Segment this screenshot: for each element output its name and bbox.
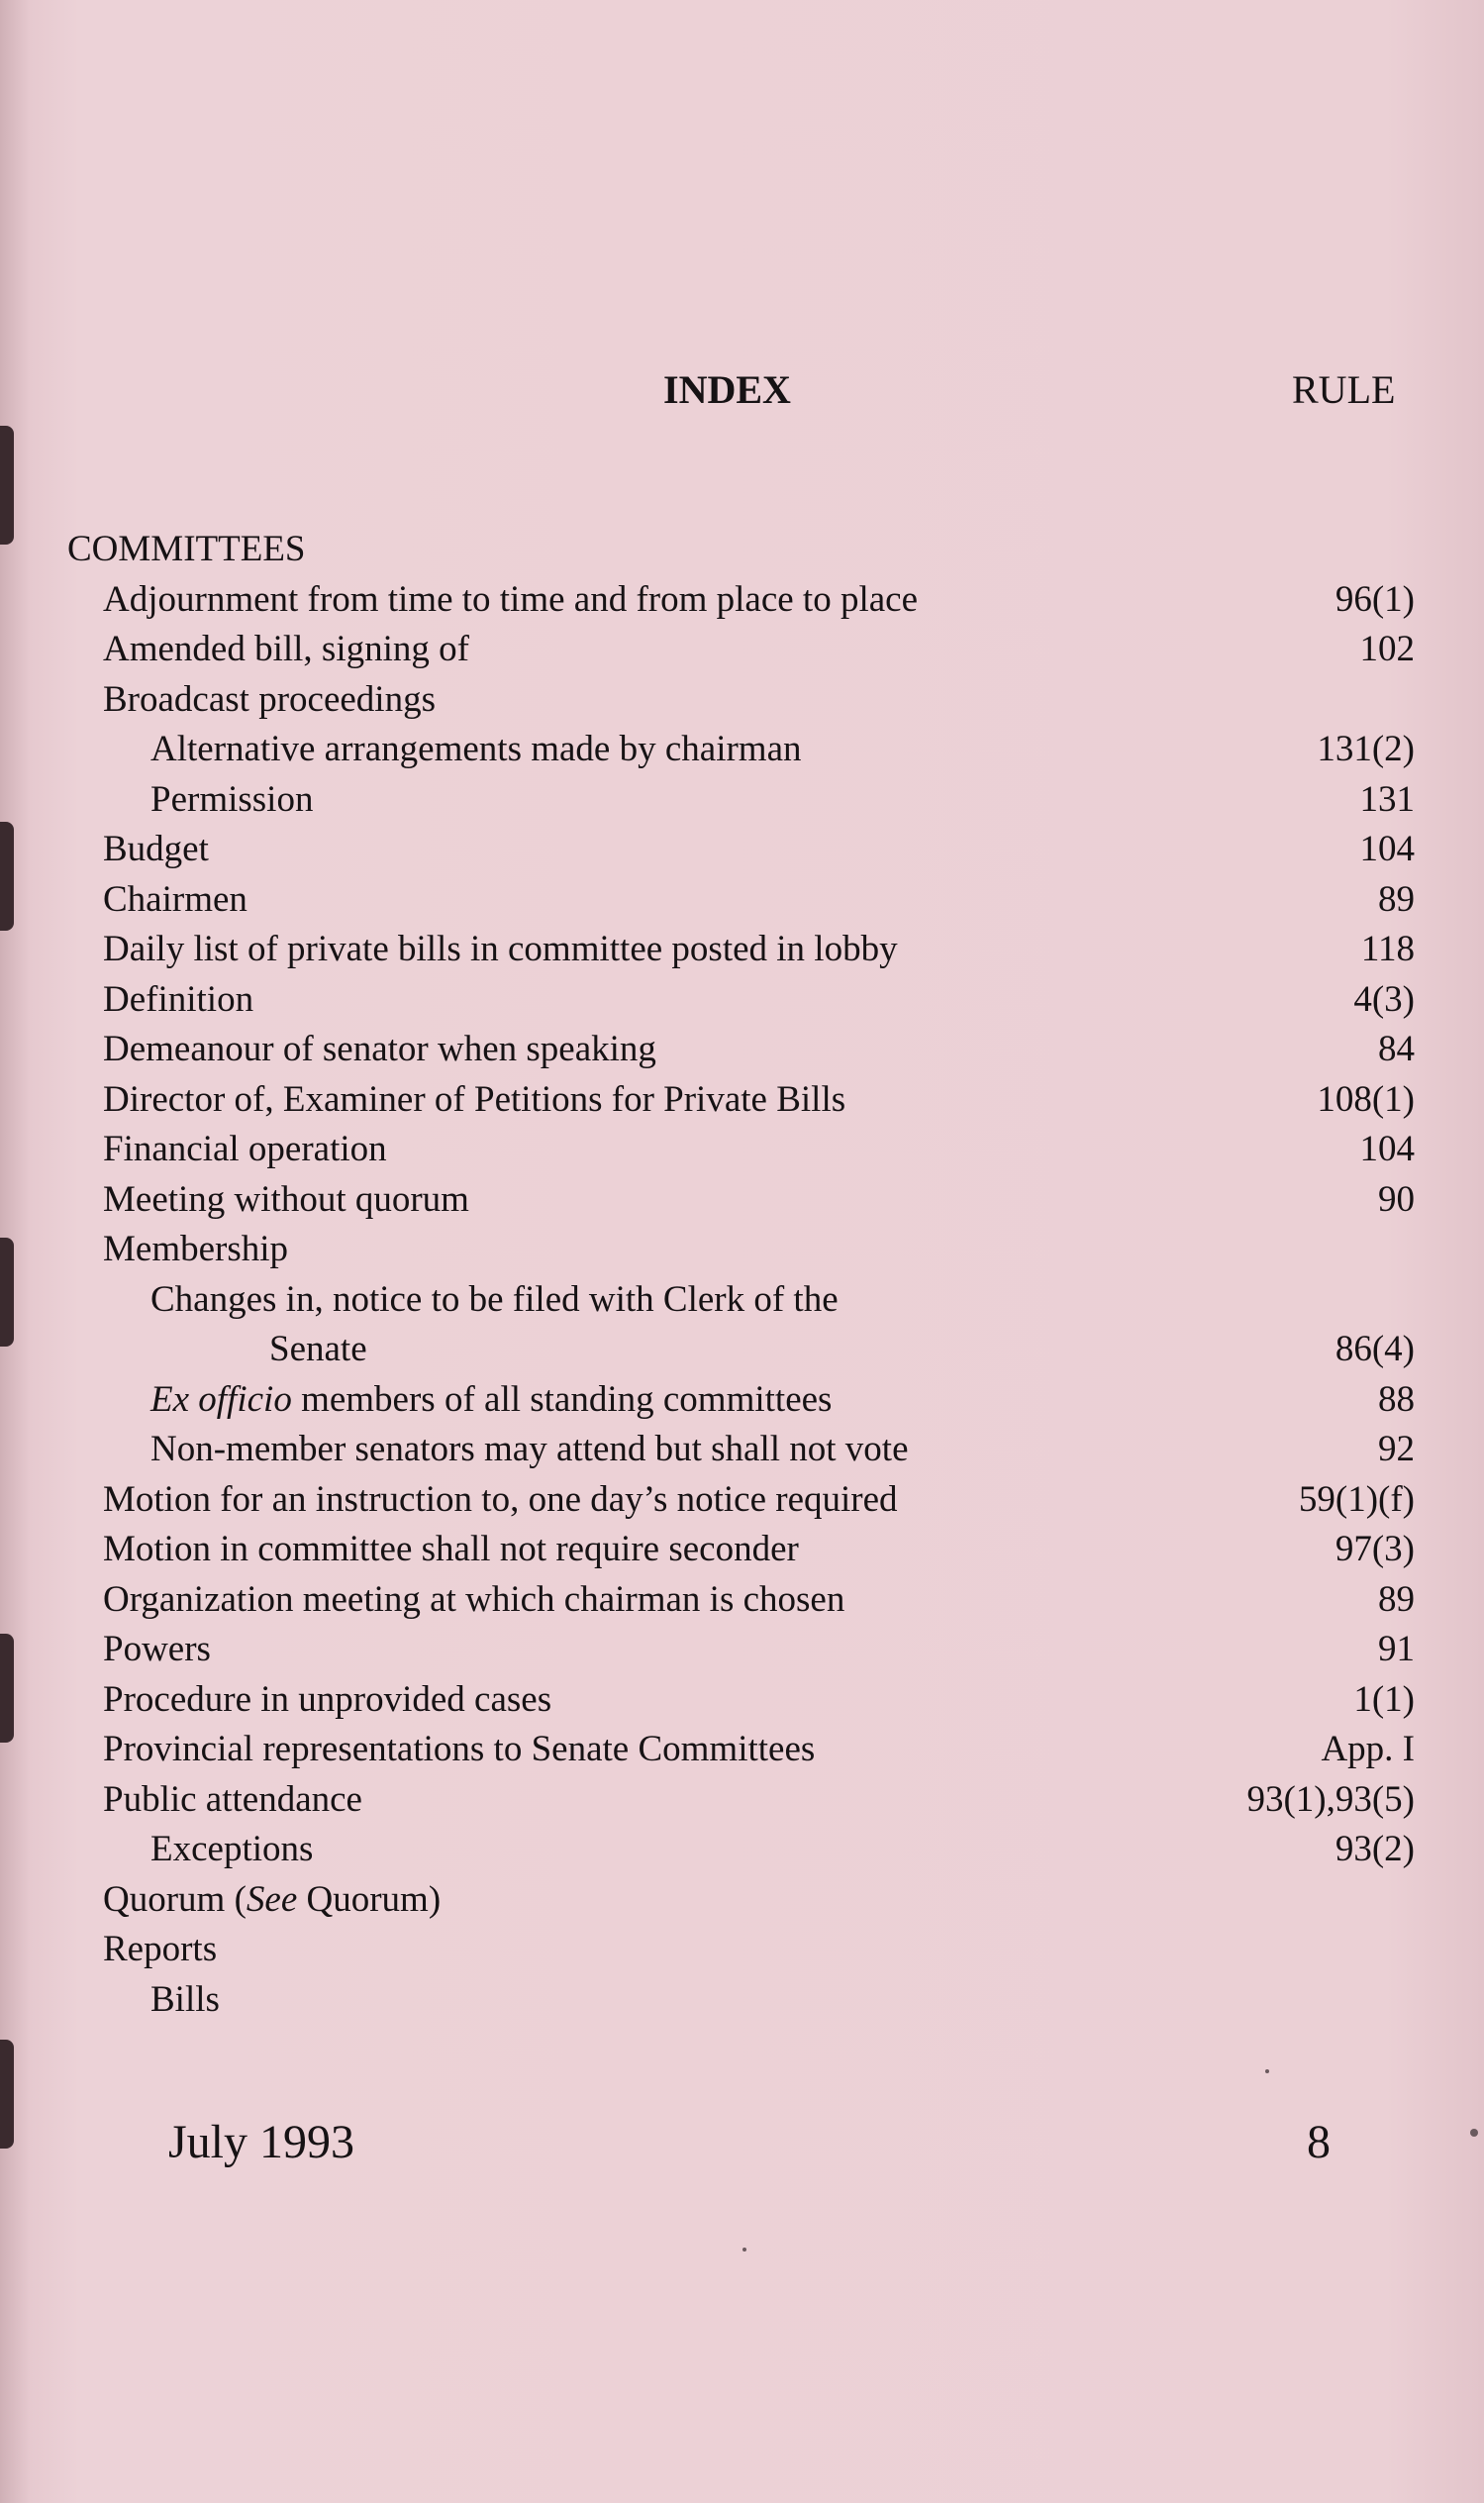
- index-entry: [0, 1325, 1484, 1375]
- index-entry-label: Reports: [103, 1929, 218, 1969]
- index-entry: [0, 1825, 1484, 1875]
- index-entry: [0, 1275, 1484, 1326]
- index-entry: [0, 525, 1484, 575]
- index-entry-rule: 104: [1359, 1129, 1415, 1169]
- index-entry: [0, 1475, 1484, 1526]
- index-entry: [0, 675, 1484, 726]
- index-entry-label: Demeanour of senator when speaking: [103, 1029, 656, 1069]
- page-number: 8: [1307, 2116, 1331, 2168]
- index-entry-label-text: Quorum (: [103, 1878, 247, 1920]
- index-entry: [0, 1875, 1484, 1926]
- index-entry-rule: App. I: [1321, 1729, 1415, 1769]
- index-title: INDEX: [663, 367, 791, 412]
- index-entry-rule: 59(1)(f): [1298, 1478, 1415, 1520]
- index-entry-rule: 93(1),93(5): [1246, 1778, 1415, 1820]
- index-entry-rule: 4(3): [1353, 978, 1415, 1020]
- index-entry-rule: 118: [1360, 929, 1415, 969]
- index-entry-rule: 91: [1378, 1629, 1415, 1669]
- index-entry-label: Financial operation: [103, 1129, 387, 1169]
- index-entry: [0, 1725, 1484, 1775]
- index-entry-rule: 88: [1378, 1378, 1415, 1420]
- index-entry-label: Membership: [103, 1229, 289, 1269]
- index-entry-label: Motion for an instruction to, one day’s notice required: [103, 1478, 898, 1520]
- index-entry-label: Chairmen: [103, 878, 247, 920]
- index-entry: [0, 925, 1484, 975]
- index-entry: [0, 1425, 1484, 1475]
- index-entry: [0, 875, 1484, 926]
- index-entry: [0, 1525, 1484, 1575]
- index-entry: [0, 575, 1484, 626]
- index-entry-label: Changes in, notice to be filed with Clerk of the: [150, 1278, 839, 1320]
- index-entry-rule: 102: [1359, 629, 1415, 669]
- index-entry-rule: 92: [1378, 1429, 1415, 1469]
- index-entry-label: Definition: [103, 978, 254, 1020]
- index-entry-label: [150, 1375, 832, 1425]
- index-entry-label: Organization meeting at which chairman is chosen: [103, 1578, 845, 1620]
- index-entry-label: Adjournment from time to time and from place to place: [103, 578, 918, 620]
- index-entry-rule: 108(1): [1317, 1078, 1415, 1120]
- index-entry-label-italic: See: [246, 1878, 298, 1920]
- index-entry-label: Permission: [150, 778, 314, 820]
- index-entry-label: Public attendance: [103, 1778, 362, 1820]
- index-entry-label: Motion in committee shall not require seconder: [103, 1529, 799, 1569]
- page-header: [0, 366, 1484, 416]
- index-entry-label-italic: Ex officio: [150, 1378, 292, 1420]
- index-entry-label: Director of, Examiner of Petitions for Private Bills: [103, 1078, 846, 1120]
- index-entry-rule: 86(4): [1335, 1329, 1415, 1369]
- index-entry-label: Procedure in unprovided cases: [103, 1678, 552, 1720]
- index-entry-label: Powers: [103, 1629, 211, 1669]
- index-entry: [0, 1575, 1484, 1626]
- index-entry-rule: 131(2): [1317, 729, 1415, 769]
- index-entry-label-text: Quorum): [297, 1878, 442, 1920]
- index-entries: [0, 525, 1484, 2025]
- paper-speck: [1470, 2129, 1478, 2137]
- binding-hole-mark: [0, 2040, 14, 2149]
- index-entry-rule: 84: [1378, 1029, 1415, 1069]
- index-entry: [0, 1925, 1484, 1975]
- index-entry: [0, 725, 1484, 775]
- index-entry-label: COMMITTEES: [67, 529, 306, 569]
- index-entry: [0, 1675, 1484, 1726]
- index-entry: [0, 625, 1484, 675]
- index-entry-rule: 104: [1359, 829, 1415, 869]
- paper-speck: [1265, 2069, 1269, 2073]
- index-entry-label: Alternative arrangements made by chairman: [150, 729, 802, 769]
- index-entry-label: Non-member senators may attend but shall not vote: [150, 1429, 909, 1469]
- index-entry: [0, 775, 1484, 826]
- index-entry: [0, 1125, 1484, 1175]
- index-entry-label: Amended bill, signing of: [103, 629, 469, 669]
- index-entry-rule: 93(2): [1335, 1829, 1415, 1869]
- index-entry-rule: 96(1): [1335, 578, 1415, 620]
- index-entry-label: Exceptions: [150, 1829, 314, 1869]
- index-entry: [0, 1775, 1484, 1826]
- index-entry: [0, 1975, 1484, 2026]
- index-entry: [0, 1025, 1484, 1075]
- publication-date: July 1993: [168, 2116, 355, 2168]
- index-entry-label-text: members of all standing committees: [291, 1378, 833, 1420]
- index-entry: [0, 1175, 1484, 1226]
- index-entry-rule: 97(3): [1335, 1529, 1415, 1569]
- index-entry: [0, 1375, 1484, 1426]
- index-entry: [0, 1075, 1484, 1126]
- index-entry-rule: 131: [1359, 778, 1415, 820]
- index-entry-label: Budget: [103, 829, 209, 869]
- rule-column-heading: RULE: [1292, 367, 1396, 412]
- index-entry: [0, 1625, 1484, 1675]
- index-entry-rule: 90: [1378, 1178, 1415, 1220]
- index-entry-rule: 89: [1378, 1578, 1415, 1620]
- index-entry-rule: 1(1): [1353, 1678, 1415, 1720]
- index-entry-label: Provincial representations to Senate Committees: [103, 1729, 816, 1769]
- paper-speck: [742, 2248, 746, 2252]
- index-entry: [0, 825, 1484, 875]
- index-entry-label: Daily list of private bills in committee posted in lobby: [103, 929, 898, 969]
- index-entry-label: Meeting without quorum: [103, 1178, 469, 1220]
- index-entry-label: Broadcast proceedings: [103, 678, 436, 720]
- index-entry-label: Senate: [269, 1329, 367, 1369]
- index-entry: [0, 1225, 1484, 1275]
- index-entry-rule: 89: [1378, 878, 1415, 920]
- index-entry: [0, 975, 1484, 1026]
- index-entry-label: [103, 1875, 441, 1925]
- index-entry-label: Bills: [150, 1978, 220, 2020]
